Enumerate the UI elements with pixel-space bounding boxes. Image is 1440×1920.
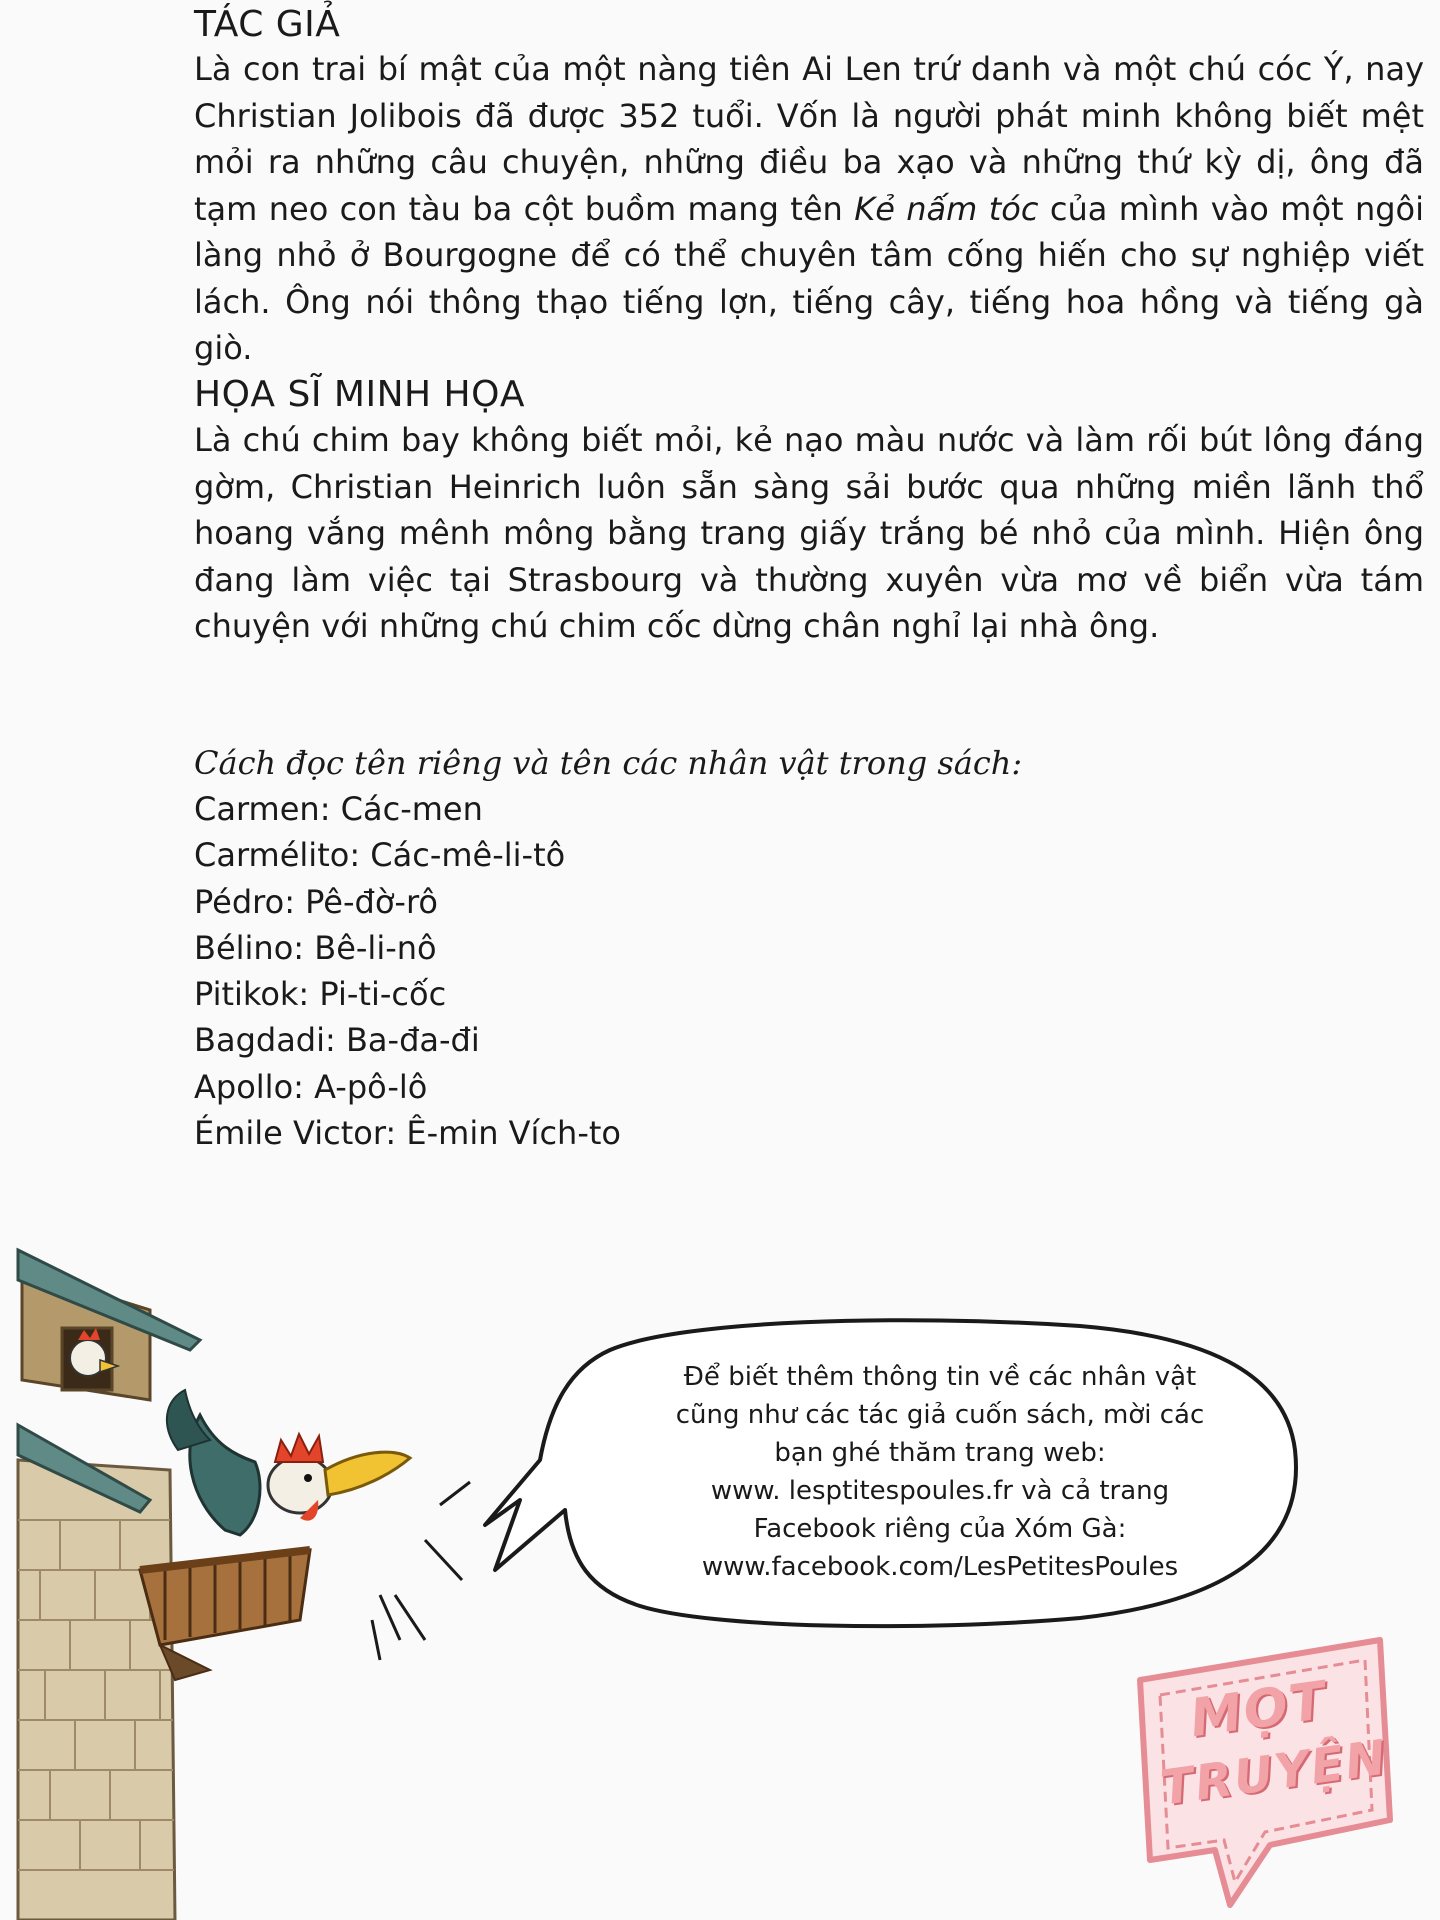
list-item: Carmélito: Các-mê-li-tô (194, 836, 566, 875)
pronunciation-list (194, 786, 621, 1156)
author-bio-part1: Là con trai bí mật của một nàng tiên Ai Len trứ danh và một chú cóc Ý, nay Christian Jolibois đã được 352 tuổi. Vốn là người phát minh không biết mệt mỏi ra những câu chuyện, những điều ba xạo và những thứ kỳ dị, ông đã tạm neo con tàu ba cột buồm mang tên (194, 50, 1424, 228)
watermark-logo (1120, 1620, 1400, 1910)
bubble-line: cũng như các tác giả cuốn sách, mời các (675, 1400, 1205, 1430)
list-item: Émile Victor: Ê-min Vích-to (194, 1114, 621, 1153)
list-item: Pitikok: Pi-ti-cốc (194, 975, 447, 1014)
list-item: Bélino: Bê-li-nô (194, 928, 437, 967)
illustrator-heading: HỌA SĨ MINH HỌA (194, 374, 526, 415)
list-item: Pédro: Pê-đờ-rô (194, 882, 438, 921)
bubble-line: www. lesptitespoules.fr và cả trang (710, 1476, 1170, 1506)
author-heading: TÁC GIẢ (194, 4, 341, 45)
list-item: Apollo: A-pô-lô (194, 1067, 428, 1106)
speech-bubble-text (640, 1358, 1240, 1586)
ship-name: Kẻ nấm tóc (854, 189, 1039, 228)
watermark-line2: TRUYỆN (1157, 1729, 1392, 1817)
bubble-line: Để biết thêm thông tin về các nhân vật (683, 1362, 1197, 1392)
watermark-line1: MỌT (1186, 1670, 1331, 1750)
author-bio (194, 46, 1424, 372)
author-bio-part2: của mình vào một ngôi làng nhỏ ở Bourgogne để có thể chuyên tâm cống hiến cho sự nghiệp viết lách. Ông nói thông thạo tiếng lợn, tiếng cây, tiếng hoa hồng và tiếng gà giò. (194, 189, 1425, 367)
bubble-line: Facebook riêng của Xóm Gà: (753, 1514, 1127, 1544)
list-item: Carmen: Các-men (194, 790, 483, 828)
bubble-line: bạn ghé thăm trang web: (774, 1438, 1106, 1468)
bubble-line: www.facebook.com/LesPetitesPoules (701, 1552, 1179, 1582)
illustrator-bio: Là chú chim bay không biết mỏi, kẻ nạo màu nước và làm rối bút lông đáng gờm, Christian Heinrich luôn sẵn sàng sải bước qua những miền lãnh thổ hoang vắng mênh mông bằng trang giấy trắng bé nhỏ của mình. Hiện ông đang làm việc tại Strasbourg và thường xuyên vừa mơ về biển vừa tám chuyện với những chú chim cốc dừng chân nghỉ lại nhà ông. (194, 421, 1424, 645)
list-item: Bagdadi: Ba-đa-đi (194, 1021, 480, 1060)
pronunciation-title: Cách đọc tên riêng và tên các nhân vật trong sách: (194, 744, 1023, 782)
